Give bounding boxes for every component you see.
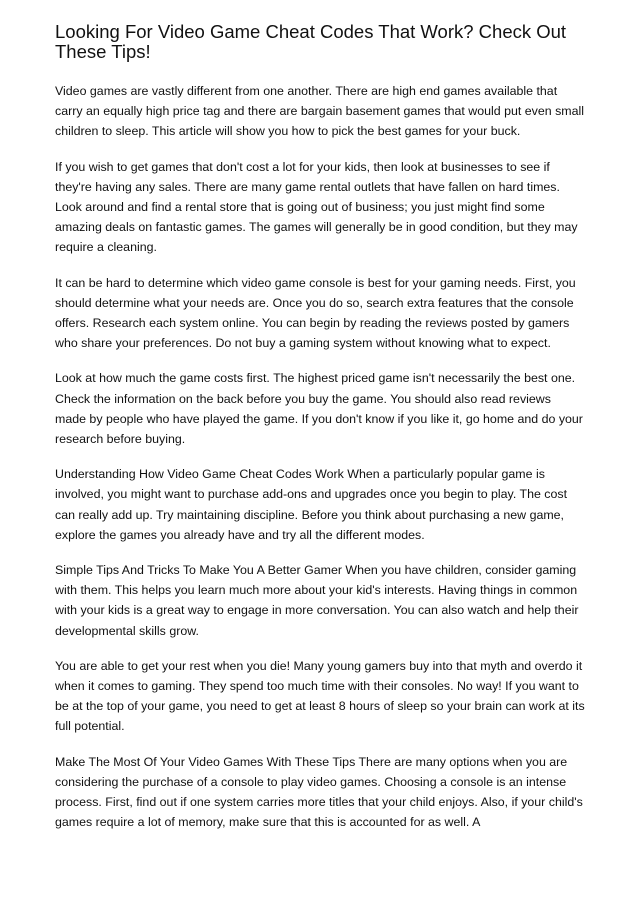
- paragraph-4: Look at how much the game costs first. The highest priced game isn't necessarily the best one. Check the information on the back before you buy the game. You should also read reviews made by people who have played the game. If you don't know if you like it, go home and do your research before buying.: [55, 371, 583, 447]
- paragraph-6: Simple Tips And Tricks To Make You A Better Gamer When you have children, consider gaming with them. This helps you learn much more about your kid's interests. Having things in common with your kids is a great way to engage in more conversation. You can also watch and help their developmental skills grow.: [55, 563, 579, 638]
- document-page: [55, 22, 585, 848]
- paragraph-1: Video games are vastly different from one another. There are high end games available that carry an equally high price tag and there are bargain basement games that would put even small children to sleep. This article will show you how to pick the best games for your buck.: [55, 84, 584, 139]
- paragraph-5: Understanding How Video Game Cheat Codes Work When a particularly popular game is involved, you might want to purchase add-ons and upgrades once you begin to play. The cost can really add up. Try maintaining discipline. Before you think about purchasing a new game, explore the games you already have and try all the different modes.: [55, 467, 568, 542]
- paragraph-7: You are able to get your rest when you die! Many young gamers buy into that myth and overdo it when it comes to gaming. They spend too much time with their consoles. No way! If you want to be at the top of your game, you need to get at least 8 hours of sleep so your brain can work at its full potential.: [55, 658, 585, 734]
- paragraph-8: Make The Most Of Your Video Games With These Tips There are many options when you are considering the purchase of a console to play video games. Choosing a console is an intense process. First, find out if one system carries more titles that your child enjoys. Also, if your child's games require a lot of memory, make sure that this is accounted for as well. A: [55, 754, 583, 830]
- paragraph-2: If you wish to get games that don't cost a lot for your kids, then look at businesses to see if they're having any sales. There are many game rental outlets that have fallen on hard times. Look around and find a rental store that is going out of business; you just might find some amazing deals on fantastic games. The games will generally be in good condition, but they may require a cleaning.: [55, 159, 578, 255]
- paragraph-3: It can be hard to determine which video game console is best for your gaming needs. First, you should determine what your needs are. Once you do so, search extra features that the console offers. Research each system online. You can begin by reading the reviews posted by gamers who share your preferences. Do not buy a gaming system without knowing what to expect.: [55, 275, 576, 351]
- document-title: Looking For Video Game Cheat Codes That Work? Check Out These Tips!: [55, 21, 567, 62]
